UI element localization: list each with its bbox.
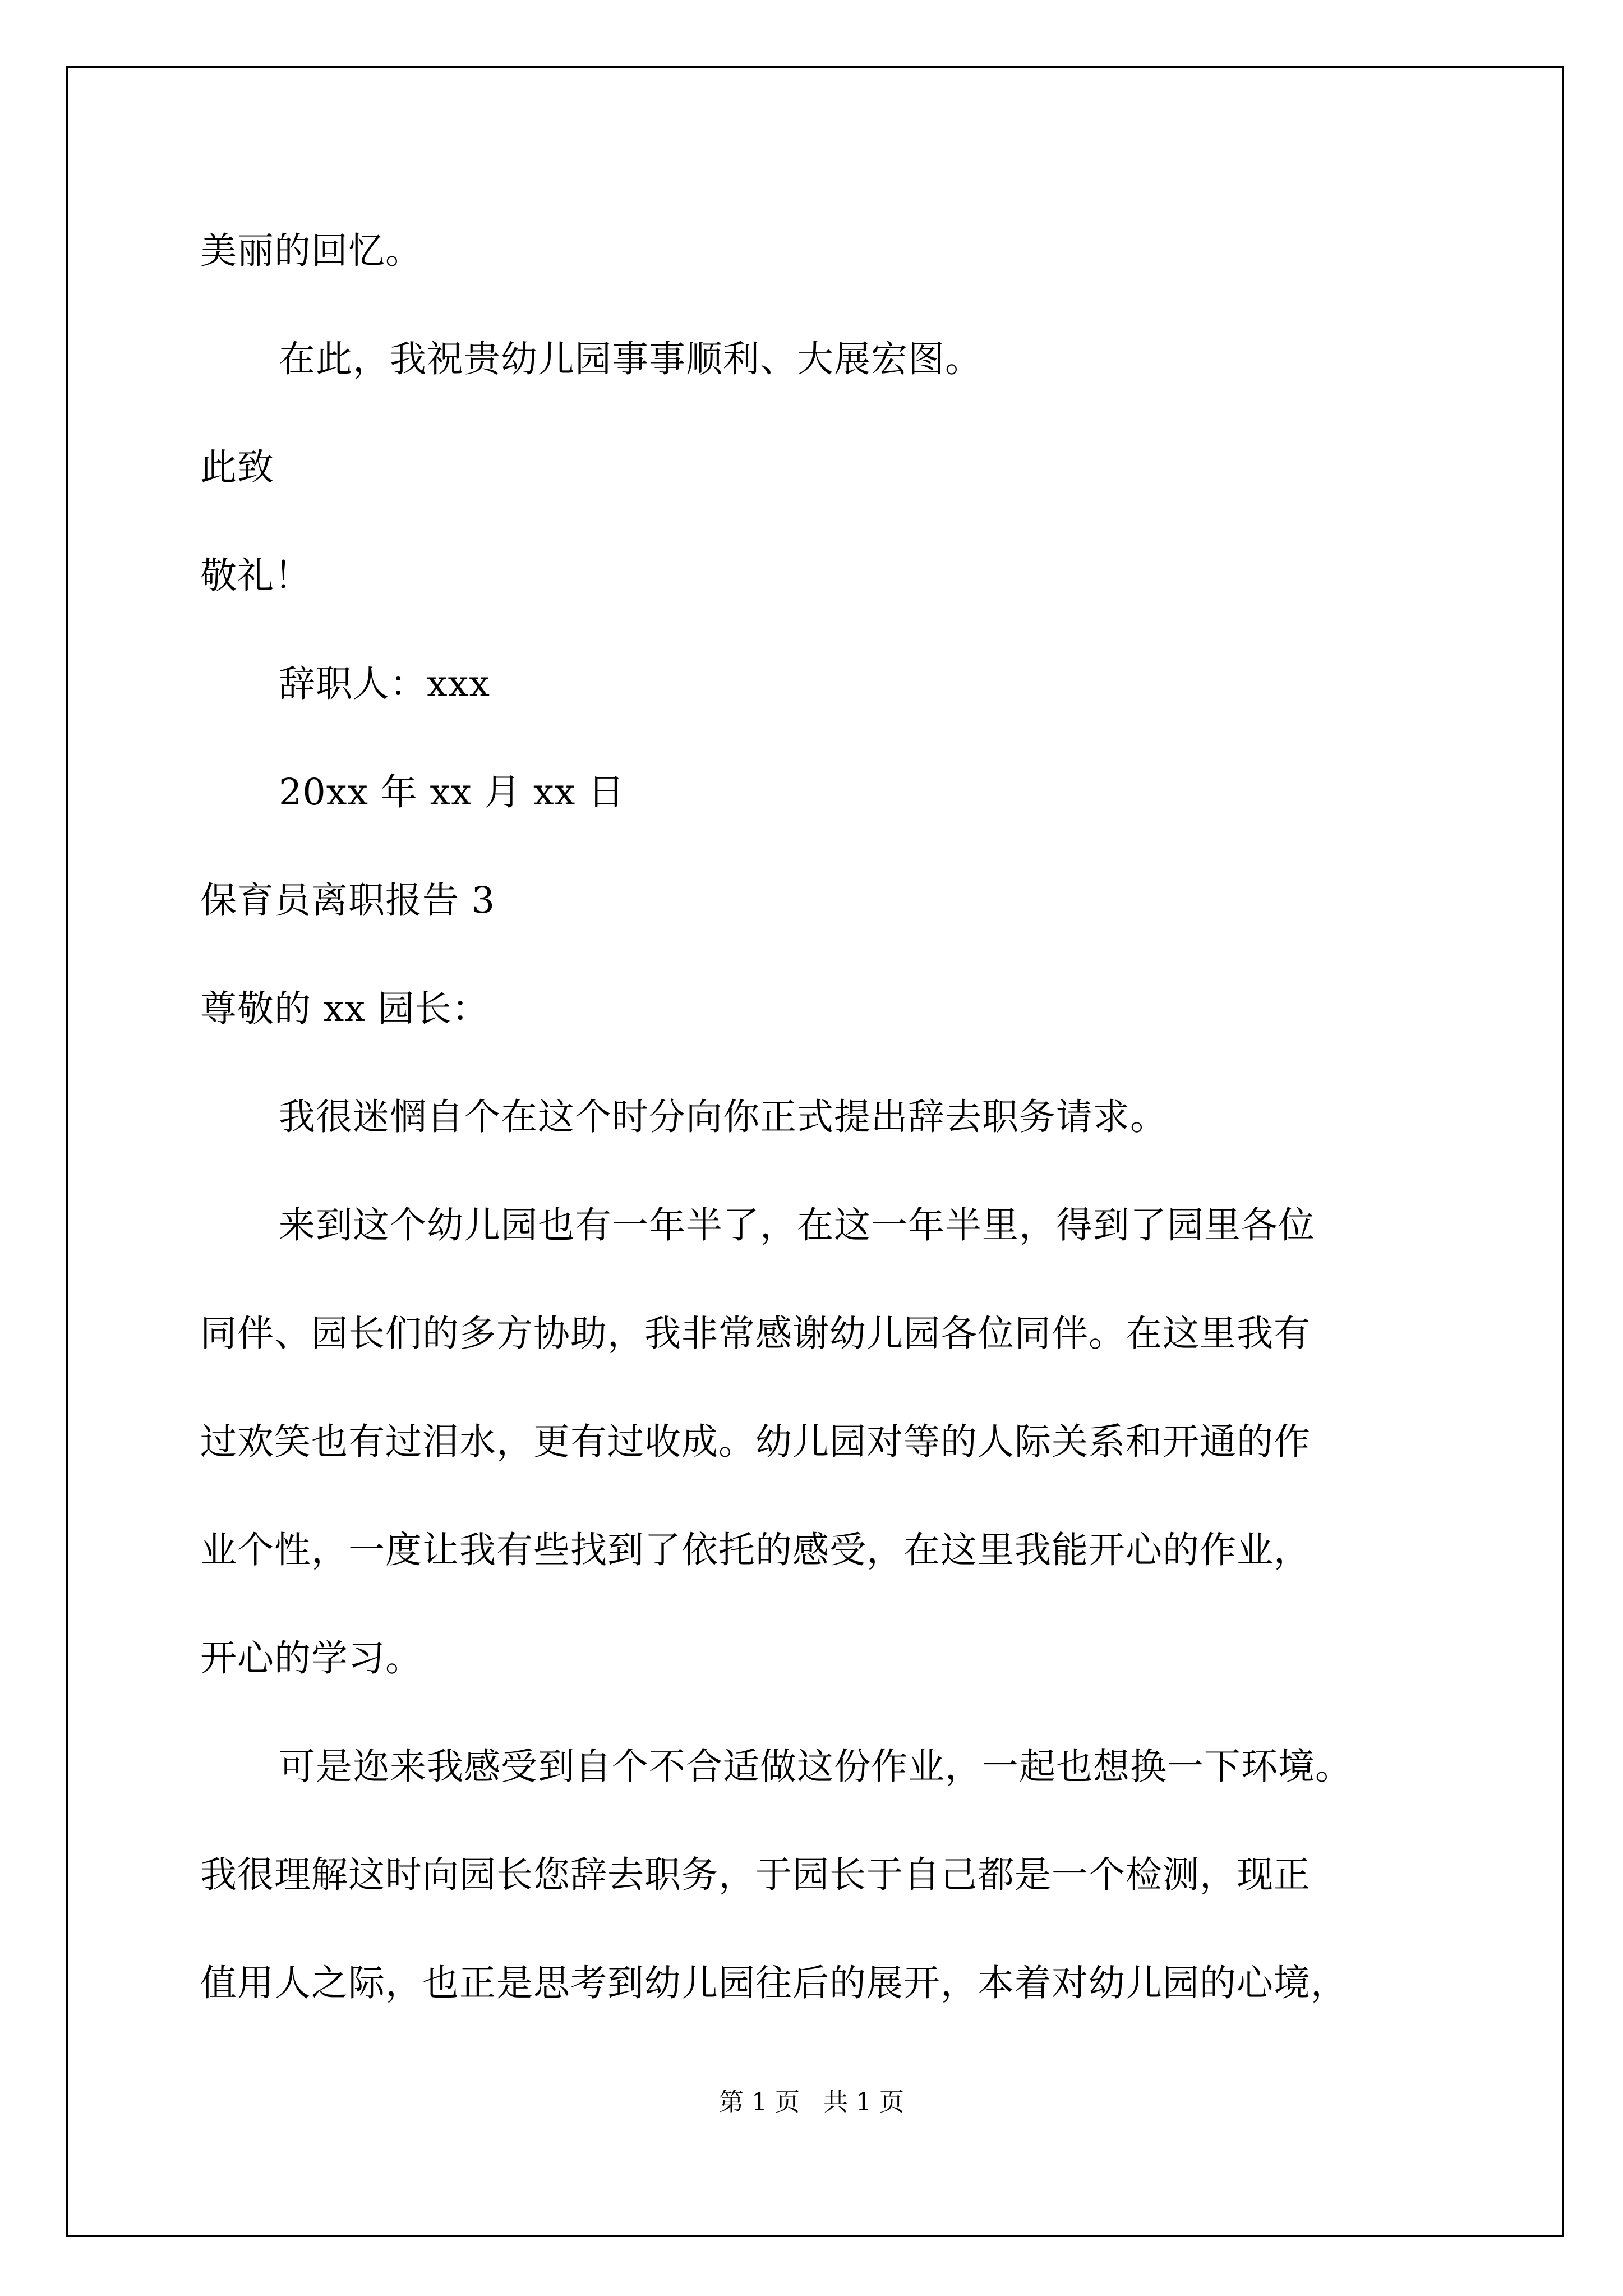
text-line-4: 敬礼！ — [200, 555, 312, 597]
text-line-1: 美丽的回忆。 — [200, 230, 423, 272]
text-line-12: 过欢笑也有过泪水，更有过收成。幼儿园对等的人际关系和开通的作 — [200, 1421, 1311, 1463]
section-title: 保育员离职报告 3 — [200, 880, 496, 922]
text-line-2: 在此，我祝贵幼儿园事事顺利、大展宏图。 — [279, 338, 983, 380]
text-line-6: 20xx 年 xx 月 xx 日 — [279, 771, 625, 813]
text-line-15: 可是迩来我感受到自个不合适做这份作业，一起也想换一下环境。 — [279, 1746, 1353, 1788]
text-line-13: 业个性，一度让我有些找到了依托的感受，在这里我能开心的作业， — [200, 1529, 1311, 1571]
text-line-3: 此致 — [200, 447, 275, 489]
text-line-5: 辞职人：xxx — [279, 663, 490, 705]
text-line-11: 同伴、园长们的多方协助，我非常感谢幼儿园各位同伴。在这里我有 — [200, 1313, 1311, 1355]
text-line-10: 来到这个幼儿园也有一年半了，在这一年半里，得到了园里各位 — [279, 1204, 1316, 1246]
document-body — [200, 218, 1456, 2058]
text-line-9: 我很迷惘自个在这个时分向你正式提出辞去职务请求。 — [279, 1096, 1168, 1138]
text-line-16: 我很理解这时向园长您辞去职务，于园长于自己都是一个检测，现正 — [200, 1854, 1311, 1896]
salutation: 尊敬的 xx 园长： — [200, 988, 489, 1030]
text-line-14: 开心的学习。 — [200, 1637, 423, 1680]
text-line-17: 值用人之际，也正是思考到幼儿园往后的展开，本着对幼儿园的心境， — [200, 1962, 1348, 2004]
page-footer: 第 1 页 共 1 页 — [719, 2088, 904, 2116]
